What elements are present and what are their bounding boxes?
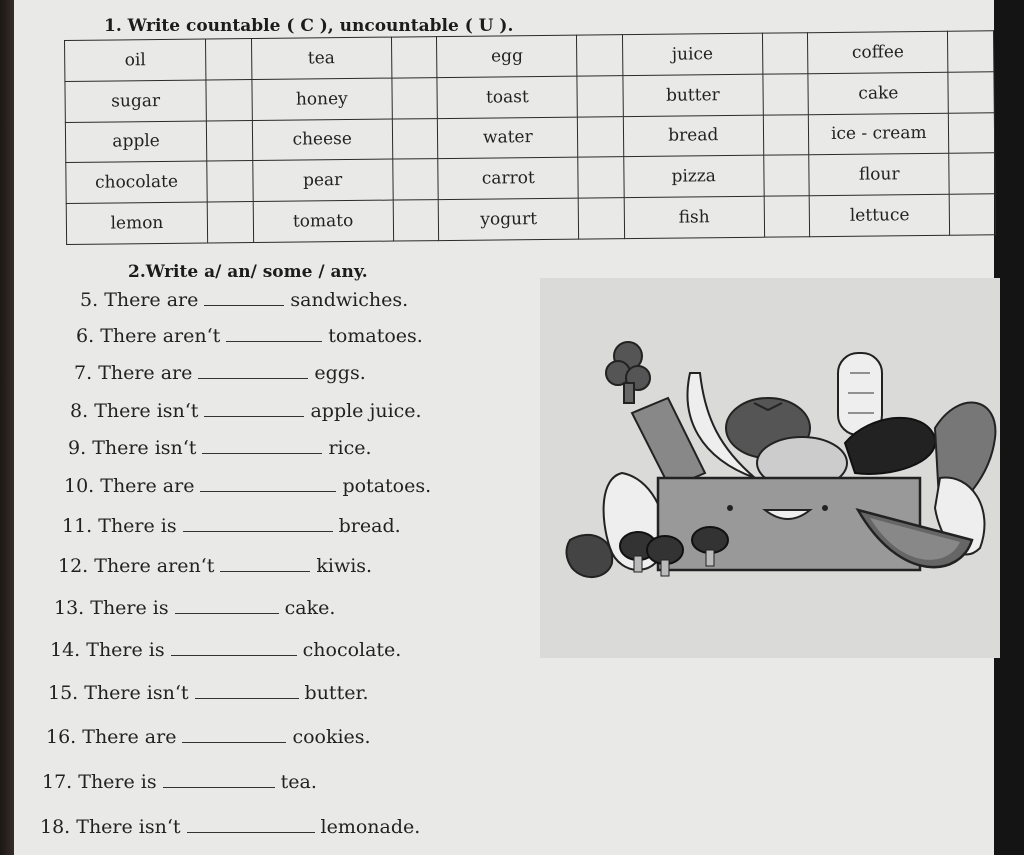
answer-box[interactable]	[948, 72, 994, 113]
answer-box[interactable]	[392, 77, 438, 118]
table-word: cake	[808, 72, 948, 114]
table-word: egg	[437, 35, 577, 77]
item-end: bread.	[338, 515, 401, 537]
item-end: cake.	[284, 597, 336, 619]
answer-box[interactable]	[949, 153, 995, 194]
table-word: oil	[65, 39, 206, 81]
answer-box[interactable]	[764, 196, 810, 237]
table-word: water	[438, 117, 578, 159]
item-end: eggs.	[314, 362, 366, 384]
table-word: pizza	[624, 156, 764, 198]
table-word: tomato	[253, 200, 394, 242]
table-word: sugar	[65, 80, 206, 122]
item-start: There are	[100, 475, 195, 497]
answer-blank[interactable]	[182, 723, 286, 743]
item-end: rice.	[328, 437, 372, 459]
item-number: 14.	[50, 639, 81, 661]
answer-blank[interactable]	[195, 679, 299, 699]
item-number: 16.	[46, 726, 77, 748]
table-word: pear	[252, 159, 393, 201]
item-end: cookies.	[292, 726, 371, 748]
item-number: 13.	[54, 597, 85, 619]
answer-box[interactable]	[763, 155, 809, 196]
item-number: 18.	[40, 816, 71, 838]
item-start: There is	[78, 771, 157, 793]
answer-blank[interactable]	[175, 594, 279, 614]
table-word: ice - cream	[809, 113, 949, 155]
exercise-line	[42, 768, 317, 793]
answer-blank[interactable]	[183, 512, 333, 532]
table-word: apple	[65, 121, 206, 163]
item-end: sandwiches.	[290, 289, 409, 311]
table-word: carrot	[438, 158, 578, 200]
answer-box[interactable]	[949, 112, 995, 153]
exercise-line	[80, 286, 408, 311]
item-number: 12.	[58, 555, 89, 577]
table-word: yogurt	[439, 198, 579, 240]
table-word: flour	[809, 154, 949, 196]
item-number: 9.	[68, 437, 87, 459]
exercise-line	[58, 552, 372, 577]
answer-box[interactable]	[391, 37, 437, 78]
exercise-line	[74, 359, 366, 384]
item-end: lemonade.	[320, 816, 421, 838]
answer-box[interactable]	[206, 39, 252, 80]
exercise-line	[46, 723, 371, 748]
item-end: chocolate.	[302, 639, 402, 661]
vegetable-basket-illustration	[540, 278, 1000, 658]
answer-box[interactable]	[578, 116, 624, 157]
item-number: 15.	[48, 682, 79, 704]
item-start: There isn‘t	[94, 400, 199, 422]
item-end: apple juice.	[310, 400, 422, 422]
answer-box[interactable]	[206, 79, 252, 120]
broccoli-icon	[606, 342, 650, 403]
table-word: lemon	[66, 202, 207, 244]
section2-title: 2.Write a/ an/ some / any.	[128, 262, 368, 282]
item-start: There are	[104, 289, 199, 311]
answer-blank[interactable]	[202, 434, 322, 454]
item-start: There are	[98, 362, 193, 384]
answer-blank[interactable]	[226, 322, 322, 342]
table-word: lettuce	[809, 194, 949, 236]
answer-box[interactable]	[207, 202, 253, 243]
answer-box[interactable]	[393, 159, 439, 200]
item-number: 17.	[42, 771, 73, 793]
table-word: butter	[623, 74, 763, 116]
answer-box[interactable]	[578, 198, 624, 239]
answer-box[interactable]	[762, 33, 808, 74]
item-end: potatoes.	[342, 475, 432, 497]
answer-blank[interactable]	[187, 813, 315, 833]
answer-blank[interactable]	[198, 359, 308, 379]
item-number: 5.	[80, 289, 99, 311]
item-start: There are	[82, 726, 177, 748]
strawberry-icon	[566, 535, 612, 577]
answer-box[interactable]	[949, 194, 995, 235]
exercise-line	[70, 397, 422, 422]
item-start: There isn‘t	[76, 816, 181, 838]
table-word: bread	[623, 115, 763, 157]
table-word: fish	[624, 196, 764, 238]
item-start: There is	[86, 639, 165, 661]
table-word: honey	[252, 78, 393, 120]
answer-blank[interactable]	[163, 768, 275, 788]
answer-blank[interactable]	[204, 286, 284, 306]
answer-blank[interactable]	[200, 472, 336, 492]
item-end: butter.	[304, 682, 369, 704]
item-number: 10.	[64, 475, 95, 497]
table-word: tea	[251, 37, 392, 79]
section1-title: 1. Write countable ( C ), uncountable ( U ).	[104, 16, 514, 36]
exercise-line	[50, 636, 401, 661]
table-word: juice	[622, 33, 762, 75]
exercise-line	[40, 813, 420, 838]
item-start: There is	[90, 597, 169, 619]
answer-box[interactable]	[763, 74, 809, 115]
answer-box[interactable]	[577, 75, 623, 116]
item-end: tomatoes.	[328, 325, 423, 347]
item-number: 11.	[62, 515, 93, 537]
answer-blank[interactable]	[220, 552, 310, 572]
item-start: There aren‘t	[100, 325, 221, 347]
answer-box[interactable]	[578, 157, 624, 198]
table-word: cheese	[252, 119, 393, 161]
answer-box[interactable]	[577, 35, 623, 76]
item-number: 6.	[76, 325, 95, 347]
answer-blank[interactable]	[204, 397, 304, 417]
item-end: tea.	[280, 771, 317, 793]
exercise-line	[62, 512, 401, 537]
answer-box[interactable]	[392, 118, 438, 159]
item-start: There isn‘t	[84, 682, 189, 704]
exercise-line	[54, 594, 335, 619]
answer-blank[interactable]	[171, 636, 297, 656]
answer-box[interactable]	[206, 120, 252, 161]
item-number: 8.	[70, 400, 89, 422]
exercise-line	[76, 322, 423, 347]
item-end: kiwis.	[316, 555, 373, 577]
table-word: toast	[437, 76, 577, 118]
answer-box[interactable]	[393, 200, 439, 241]
exercise-line	[64, 472, 431, 497]
table-word: coffee	[808, 31, 948, 73]
item-number: 7.	[74, 362, 93, 384]
answer-box[interactable]	[948, 31, 994, 72]
table-word: chocolate	[66, 161, 207, 203]
answer-box[interactable]	[763, 114, 809, 155]
exercise-line	[68, 434, 372, 459]
item-start: There aren‘t	[94, 555, 215, 577]
countable-table	[64, 30, 996, 245]
item-start: There is	[98, 515, 177, 537]
answer-box[interactable]	[207, 161, 253, 202]
item-start: There isn‘t	[92, 437, 197, 459]
exercise-line	[48, 679, 368, 704]
